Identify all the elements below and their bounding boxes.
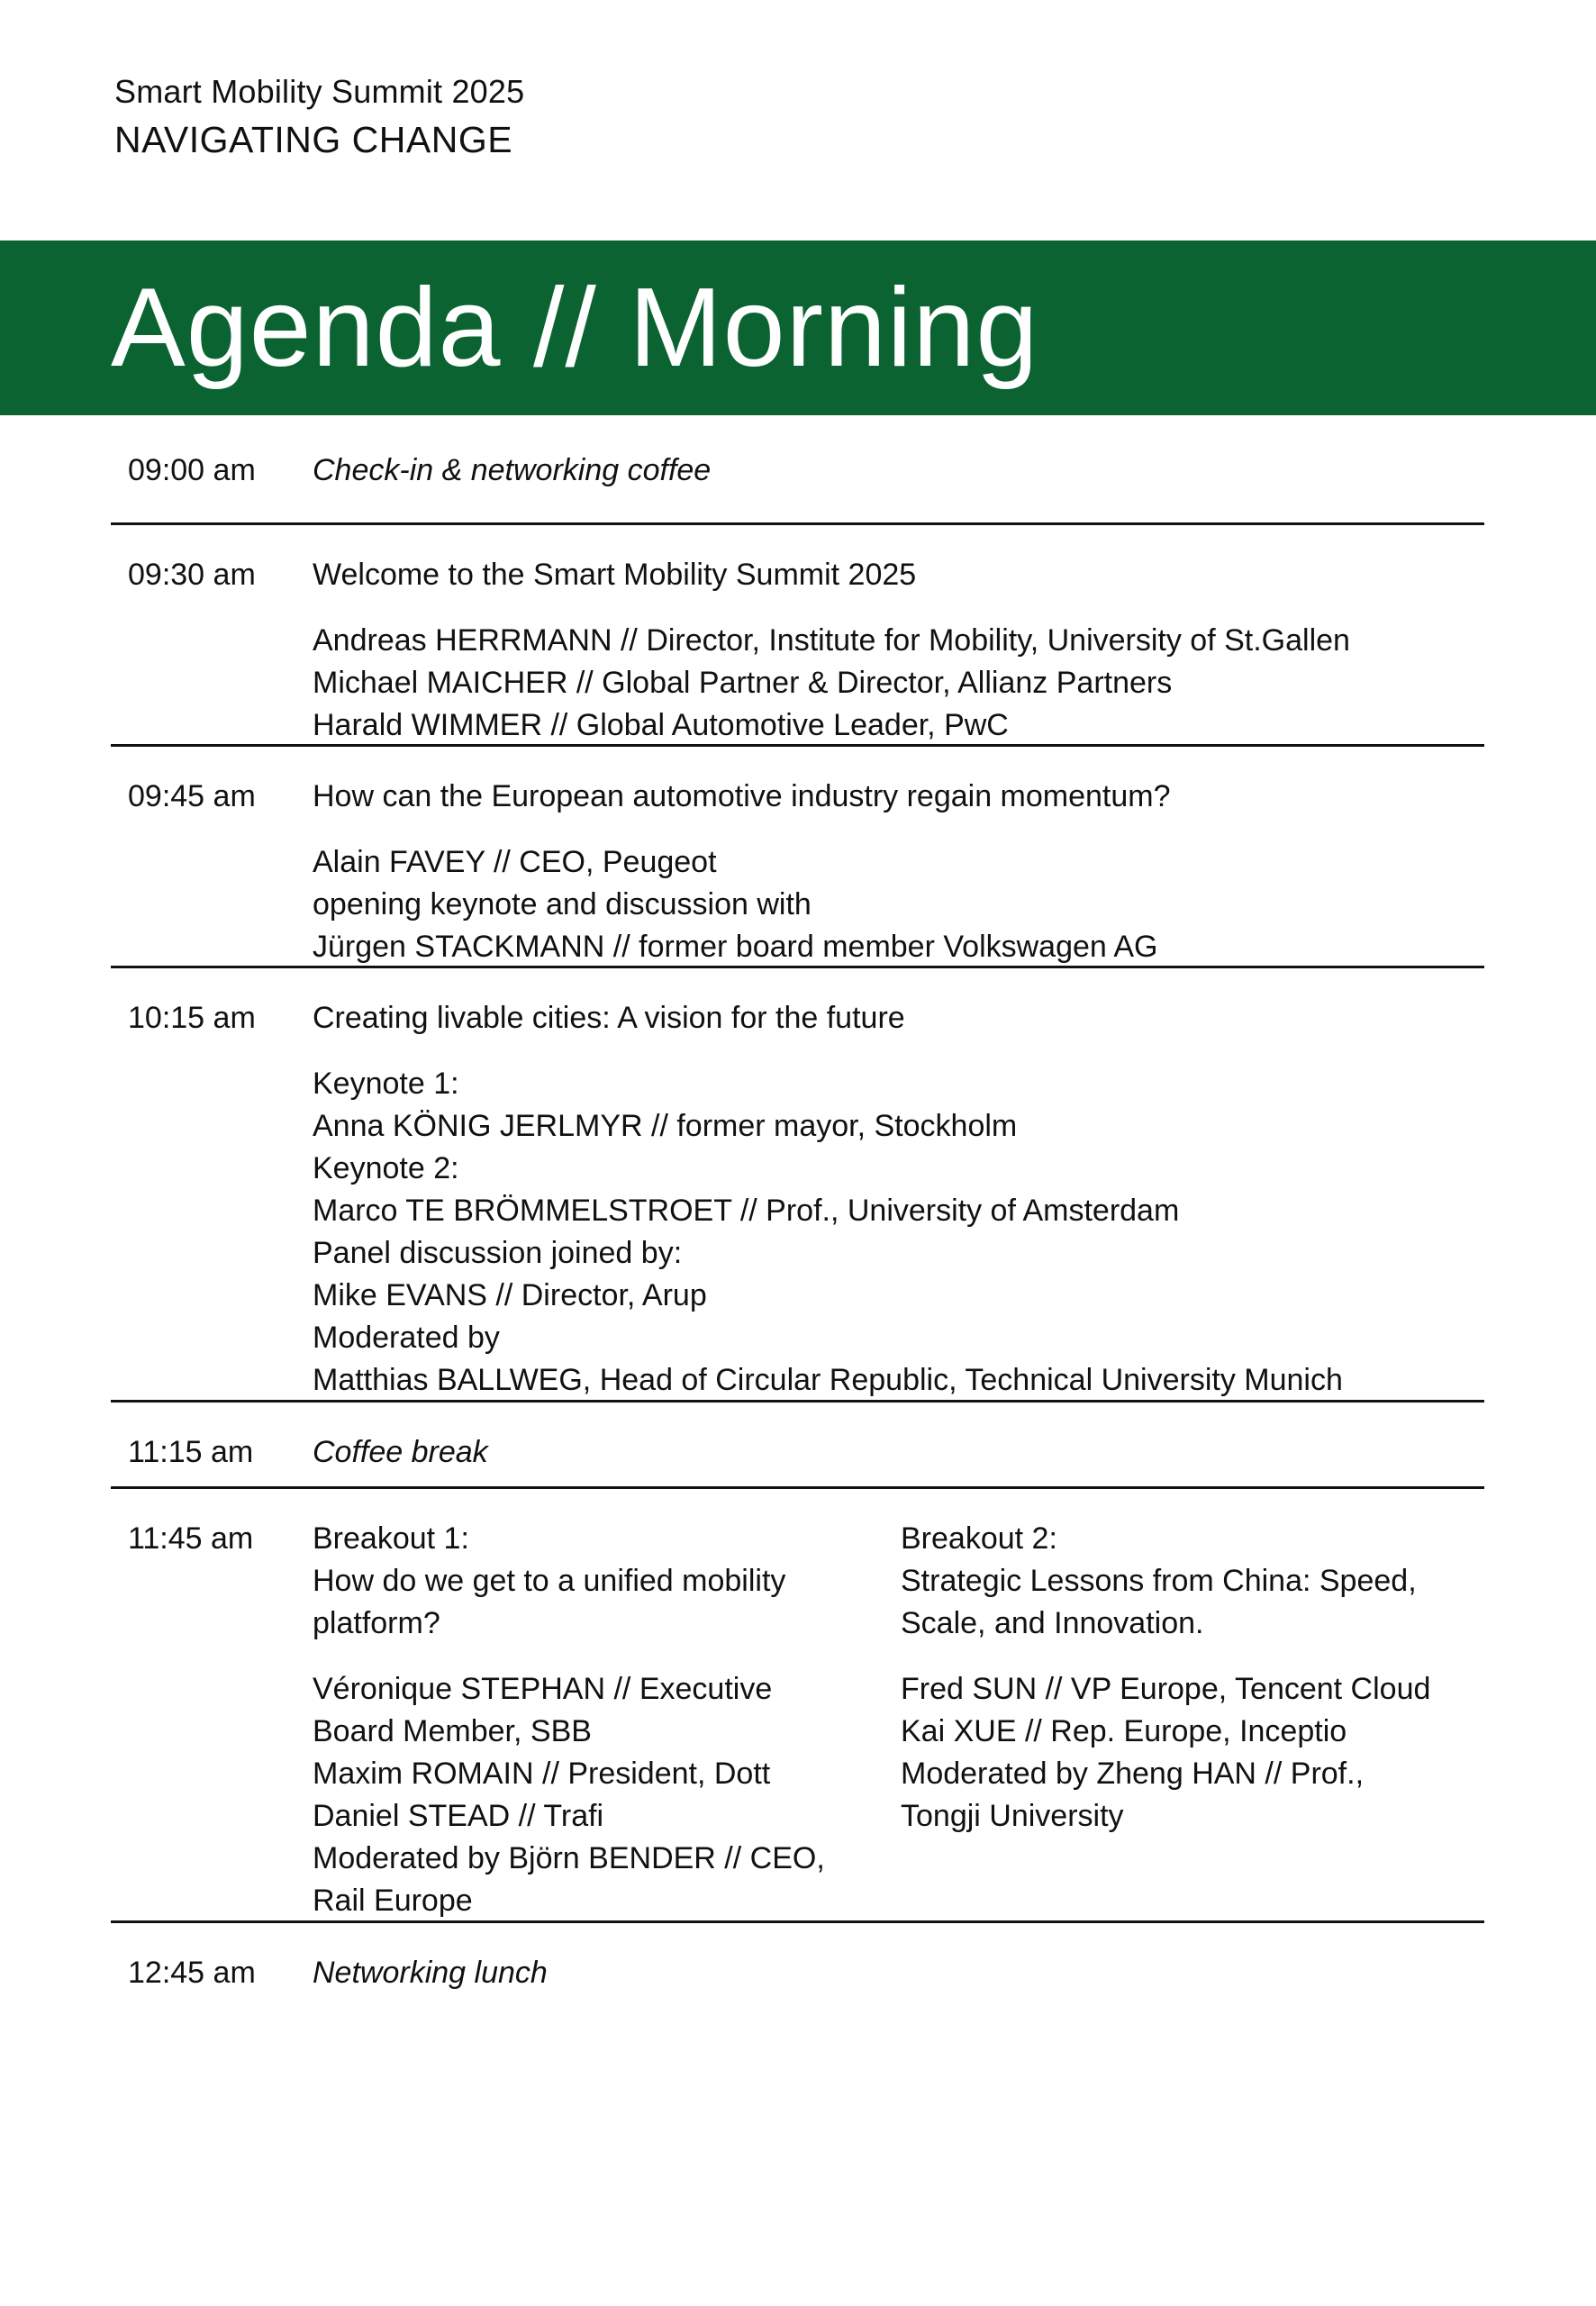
speaker-line: Alain FAVEY // CEO, Peugeot bbox=[313, 845, 717, 879]
speaker-line: Panel discussion joined by: bbox=[313, 1236, 683, 1270]
breakout-title-line: Breakout 1: bbox=[313, 1521, 469, 1556]
agenda-item-coffee-break bbox=[111, 1400, 1484, 1486]
agenda-time: 11:45 am bbox=[128, 1521, 254, 1556]
agenda-title: Creating livable cities: A vision for the future bbox=[313, 1001, 905, 1035]
speaker-line: Harald WIMMER // Global Automotive Leader, PwC bbox=[313, 708, 1009, 742]
agenda-time: 11:15 am bbox=[128, 1435, 254, 1469]
agenda-banner bbox=[0, 241, 1596, 415]
breakout-title-line: Strategic Lessons from China: Speed, bbox=[901, 1564, 1417, 1598]
agenda-item-welcome bbox=[111, 522, 1484, 744]
agenda-item-lunch bbox=[111, 1920, 1484, 2007]
agenda-content bbox=[313, 449, 1484, 522]
breakout-title bbox=[313, 1518, 901, 1645]
agenda-time: 09:30 am bbox=[128, 558, 256, 592]
speaker-line: Rail Europe bbox=[313, 1884, 473, 1918]
speaker-line: Maxim ROMAIN // President, Dott bbox=[313, 1757, 771, 1791]
summit-subtitle: NAVIGATING CHANGE bbox=[114, 119, 513, 160]
speaker-line: Tongji University bbox=[901, 1799, 1124, 1833]
agenda-speakers bbox=[313, 1063, 1484, 1402]
speaker-line: Keynote 1: bbox=[313, 1067, 459, 1101]
breakout-1 bbox=[313, 1518, 901, 1920]
breakout-speakers bbox=[313, 1668, 901, 1922]
page-title: Agenda // Morning bbox=[111, 266, 1039, 390]
speaker-line: Mike EVANS // Director, Arup bbox=[313, 1278, 707, 1312]
agenda-content bbox=[313, 1952, 1484, 2007]
breakout-2 bbox=[901, 1518, 1484, 1920]
agenda-list bbox=[111, 415, 1484, 2007]
agenda-content bbox=[313, 997, 1484, 1400]
speaker-line: Fred SUN // VP Europe, Tencent Cloud bbox=[901, 1672, 1431, 1706]
agenda-title: Check-in & networking coffee bbox=[313, 453, 712, 487]
agenda-time: 09:00 am bbox=[128, 453, 256, 487]
speaker-line: Michael MAICHER // Global Partner & Director, Allianz Partners bbox=[313, 666, 1173, 700]
agenda-speakers bbox=[313, 620, 1484, 747]
agenda-title: Networking lunch bbox=[313, 1956, 548, 1990]
speaker-line: Moderated by bbox=[313, 1321, 500, 1355]
breakout-title-line: platform? bbox=[313, 1606, 440, 1640]
speaker-line: Keynote 2: bbox=[313, 1151, 459, 1185]
agenda-content bbox=[313, 554, 1484, 744]
speaker-line: Moderated by Björn BENDER // CEO, bbox=[313, 1841, 825, 1875]
agenda-title: Welcome to the Smart Mobility Summit 2025 bbox=[313, 558, 917, 592]
agenda-speakers bbox=[313, 841, 1484, 968]
speaker-line: Jürgen STACKMANN // former board member Volkswagen AG bbox=[313, 930, 1158, 964]
agenda-item-checkin bbox=[111, 415, 1484, 522]
speaker-line: opening keynote and discussion with bbox=[313, 887, 812, 921]
breakout-title-line: Breakout 2: bbox=[901, 1521, 1057, 1556]
agenda-item-breakouts bbox=[111, 1486, 1484, 1920]
speaker-line: Véronique STEPHAN // Executive bbox=[313, 1672, 773, 1706]
speaker-line: Anna KÖNIG JERLMYR // former mayor, Stockholm bbox=[313, 1109, 1018, 1143]
breakout-sessions bbox=[313, 1518, 1484, 1920]
breakout-title-line: Scale, and Innovation. bbox=[901, 1606, 1204, 1640]
breakout-title-line: How do we get to a unified mobility bbox=[313, 1564, 786, 1598]
agenda-item-automotive bbox=[111, 744, 1484, 966]
speaker-line: Andreas HERRMANN // Director, Institute for Mobility, University of St.Gallen bbox=[313, 623, 1350, 658]
breakout-title bbox=[901, 1518, 1484, 1645]
agenda-time: 10:15 am bbox=[128, 1001, 256, 1035]
speaker-line: Kai XUE // Rep. Europe, Inceptio bbox=[901, 1714, 1347, 1748]
speaker-line: Daniel STEAD // Trafi bbox=[313, 1799, 604, 1833]
agenda-item-livable-cities bbox=[111, 966, 1484, 1400]
speaker-line: Board Member, SBB bbox=[313, 1714, 592, 1748]
agenda-content bbox=[313, 1431, 1484, 1486]
agenda-time: 09:45 am bbox=[128, 779, 256, 813]
speaker-line: Moderated by Zheng HAN // Prof., bbox=[901, 1757, 1365, 1791]
agenda-title: How can the European automotive industry regain momentum? bbox=[313, 779, 1171, 813]
agenda-content bbox=[313, 776, 1484, 966]
speaker-line: Matthias BALLWEG, Head of Circular Republic, Technical University Munich bbox=[313, 1363, 1343, 1397]
agenda-title: Coffee break bbox=[313, 1435, 488, 1469]
agenda-time: 12:45 am bbox=[128, 1956, 256, 1990]
summit-title: Smart Mobility Summit 2025 bbox=[114, 73, 525, 110]
summit-header bbox=[114, 70, 524, 166]
breakout-speakers bbox=[901, 1668, 1484, 1838]
speaker-line: Marco TE BRÖMMELSTROET // Prof., University of Amsterdam bbox=[313, 1194, 1180, 1228]
